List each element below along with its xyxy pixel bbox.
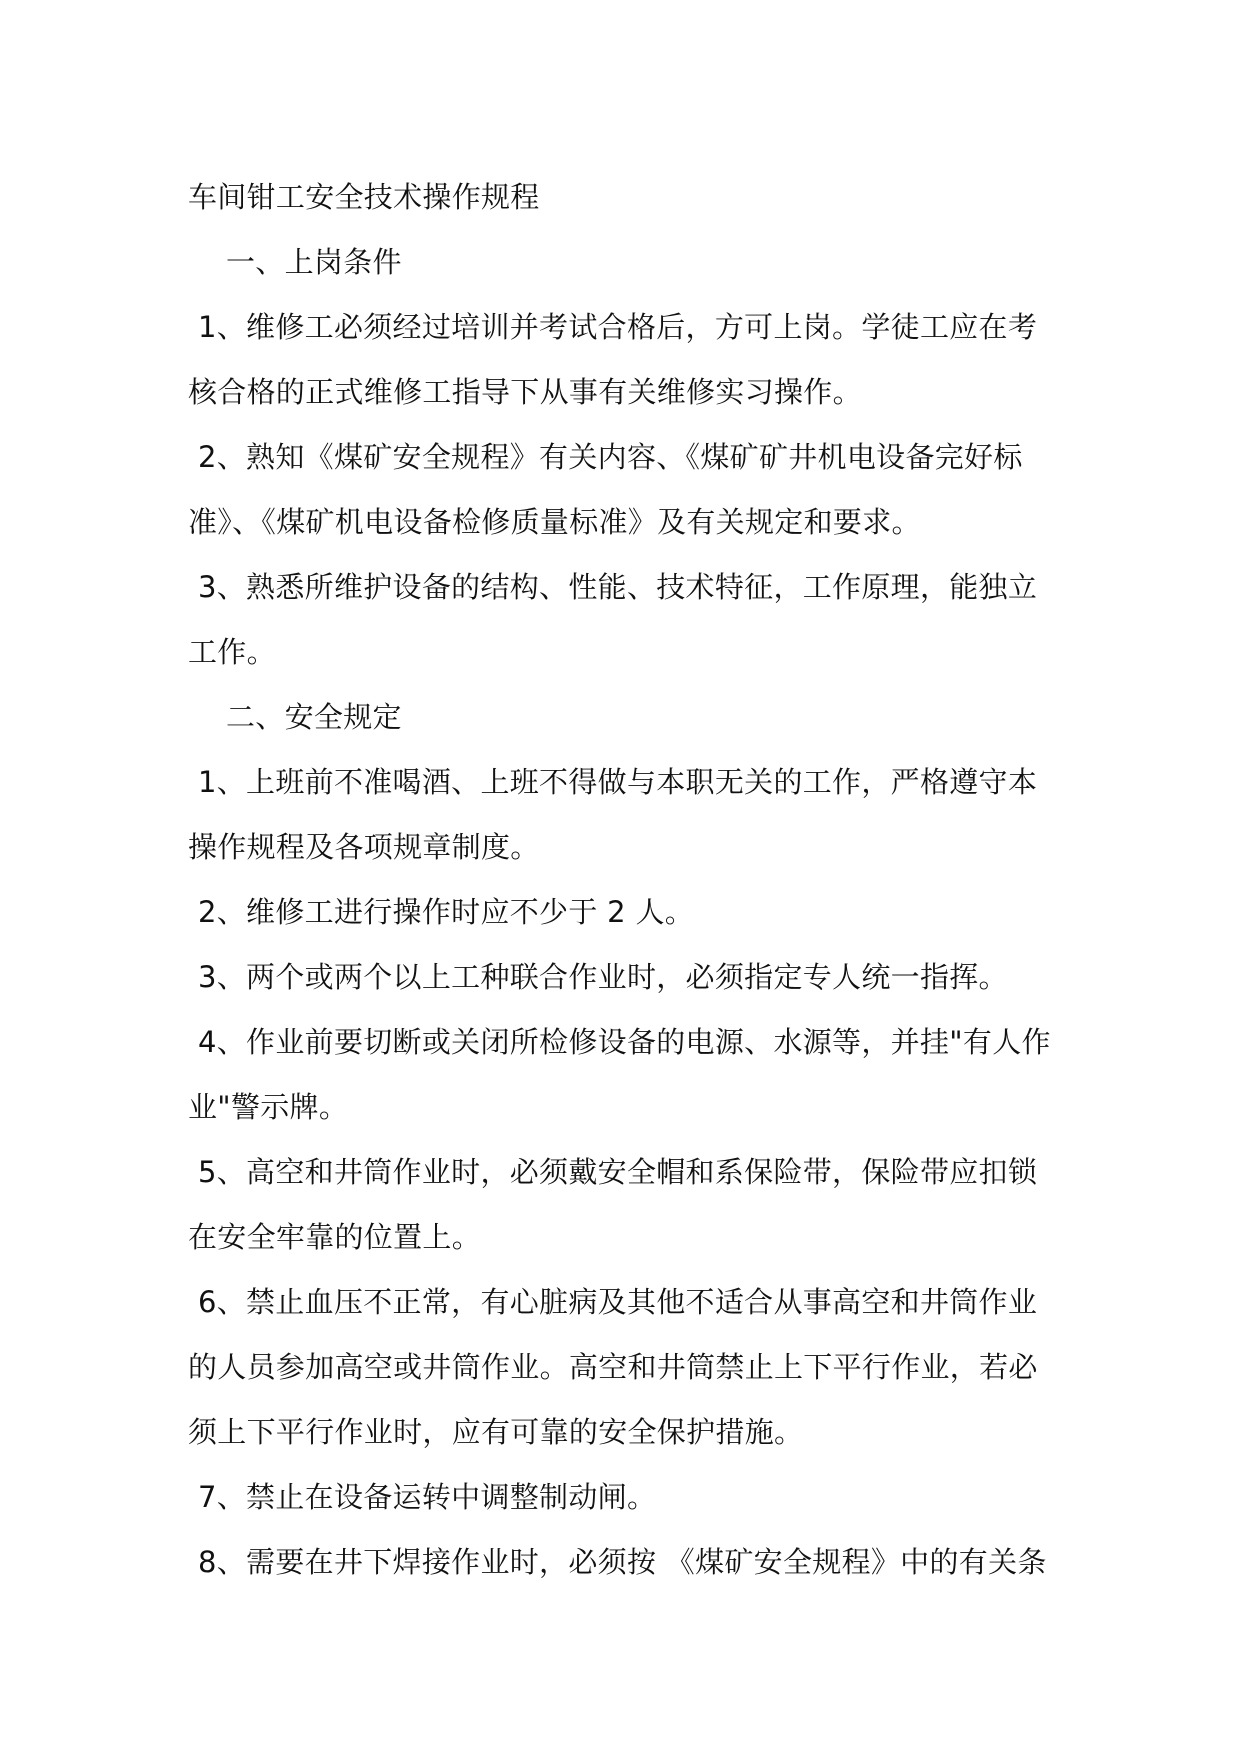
list-item xyxy=(188,1270,1068,1465)
item-line: 8、需要在井下焊接作业时，必须按 《煤矿安全规程》中的有关条 xyxy=(198,1545,1047,1579)
item-line: 1、维修工必须经过培训并考试合格后，方可上岗。学徒工应在考 xyxy=(198,310,1038,344)
list-item xyxy=(188,1140,1068,1270)
list-item xyxy=(188,880,1068,945)
list-item xyxy=(188,750,1068,880)
section-heading: 二、安全规定 xyxy=(226,700,402,734)
document-title: 车间钳工安全技术操作规程 xyxy=(188,180,540,214)
item-line: 5、高空和井筒作业时，必须戴安全帽和系保险带，保险带应扣锁 xyxy=(198,1155,1038,1189)
item-line: 2、熟知《煤矿安全规程》有关内容、《煤矿矿井机电设备完好标 xyxy=(198,440,1023,474)
item-line: 7、禁止在设备运转中调整制动闸。 xyxy=(198,1480,657,1514)
item-line: 3、两个或两个以上工种联合作业时，必须指定专人统一指挥。 xyxy=(198,960,1008,994)
list-item xyxy=(188,1530,1068,1595)
item-line: 须上下平行作业时，应有可靠的安全保护措施。 xyxy=(188,1415,804,1449)
list-item xyxy=(188,1010,1068,1140)
section-heading: 一、上岗条件 xyxy=(226,245,402,279)
item-line: 3、熟悉所维护设备的结构、性能、技术特征，工作原理，能独立 xyxy=(198,570,1038,604)
item-line: 工作。 xyxy=(188,635,276,669)
item-line: 6、禁止血压不正常，有心脏病及其他不适合从事高空和井筒作业 xyxy=(198,1285,1038,1319)
item-line: 核合格的正式维修工指导下从事有关维修实习操作。 xyxy=(188,375,862,409)
list-item xyxy=(188,425,1068,555)
item-line: 4、作业前要切断或关闭所检修设备的电源、水源等，并挂"有人作 xyxy=(198,1025,1051,1059)
item-line: 1、上班前不准喝酒、上班不得做与本职无关的工作，严格遵守本 xyxy=(198,765,1038,799)
list-item xyxy=(188,1465,1068,1530)
item-line: 在安全牢靠的位置上。 xyxy=(188,1220,482,1254)
item-line: 业"警示牌。 xyxy=(188,1090,349,1124)
document-page xyxy=(188,165,1068,1595)
item-line: 的人员参加高空或井筒作业。高空和井筒禁止上下平行作业，若必 xyxy=(188,1350,1038,1384)
list-item xyxy=(188,945,1068,1010)
list-item xyxy=(188,295,1068,425)
item-line: 2、维修工进行操作时应不少于 2 人。 xyxy=(198,895,695,929)
item-line: 准》、《煤矿机电设备检修质量标准》及有关规定和要求。 xyxy=(188,505,921,539)
list-item xyxy=(188,555,1068,685)
item-line: 操作规程及各项规章制度。 xyxy=(188,830,540,864)
